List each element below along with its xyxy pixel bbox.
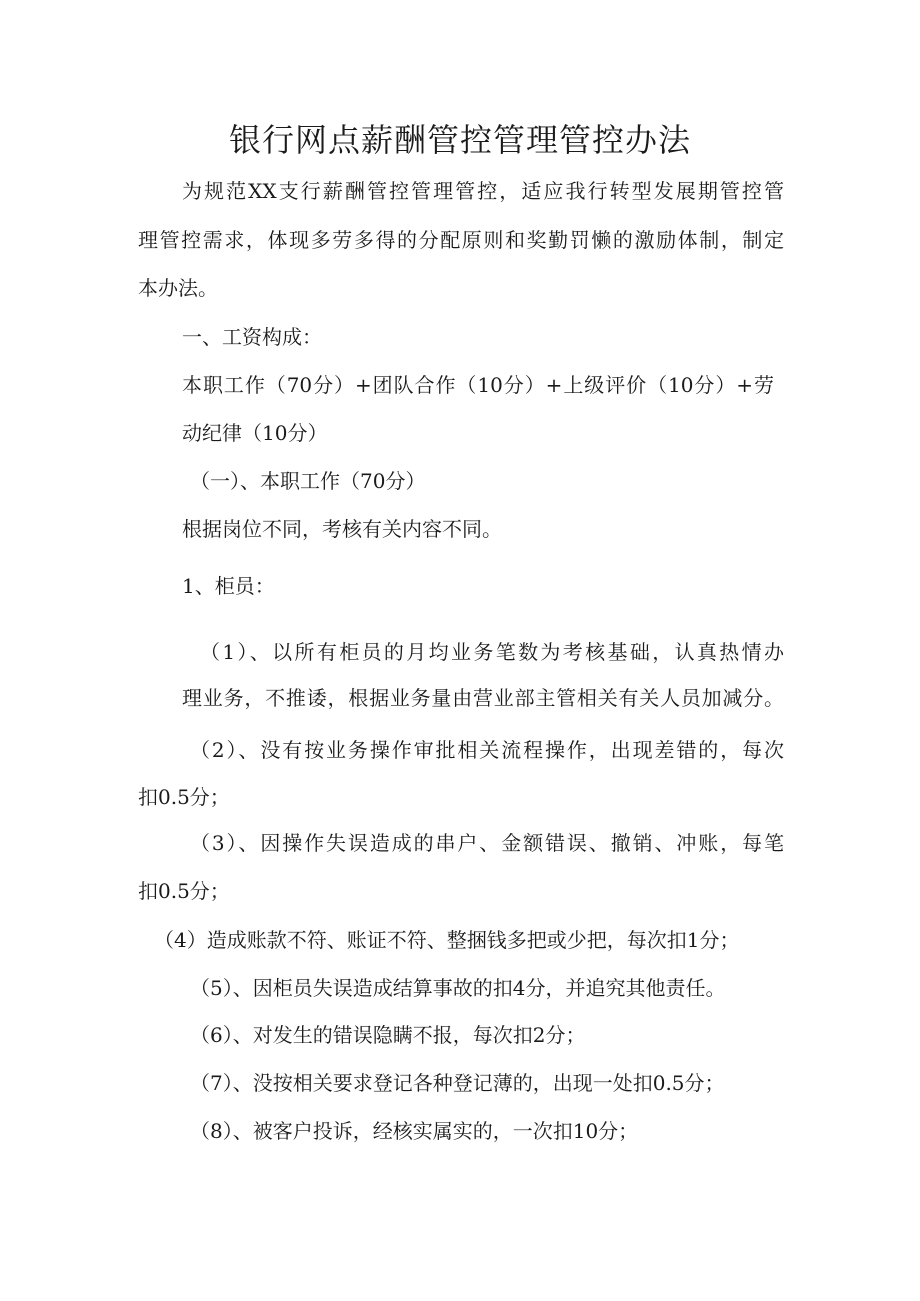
rule-2-line-1: （2）、没有按业务操作审批相关流程操作，出现差错的，每次 [190,738,784,762]
document-title: 银行网点薪酬管控管理管控办法 [228,121,691,159]
intro-line-1: 为规范XX支行薪酬管控管理管控，适应我行转型发展期管控管 [182,179,784,203]
subsection-description: 根据岗位不同，考核有关内容不同。 [182,517,502,541]
intro-line-3: 本办法。 [138,276,218,300]
rule-6: （6）、对发生的错误隐瞒不报，每次扣2分； [190,1023,586,1047]
rule-3-line-2: 扣0.5分； [138,879,230,903]
rule-3-line-1: （3）、因操作失误造成的串户、金额错误、撤销、冲账，每笔 [190,831,784,855]
rule-1-line-2: 理业务，不推诿，根据业务量由营业部主管相关有关人员加减分。 [182,686,784,710]
rule-1-line-1: （1）、以所有柜员的月均业务笔数为考核基础，认真热情办 [200,640,784,664]
subsection-heading-core-work: （一）、本职工作（70分） [190,469,426,493]
rule-8: （8）、被客户投诉，经核实属实的，一次扣10分； [190,1119,639,1143]
section-heading-wage-structure: 一、工资构成： [182,325,322,349]
formula-line-1: 本职工作（70分）+团队合作（10分）+上级评价（10分）+劳 [182,373,774,397]
teller-heading: 1、柜员： [182,574,275,598]
rule-7: （7）、没按相关要求登记各种登记薄的，出现一处扣0.5分； [190,1071,725,1095]
formula-line-2: 动纪律（10分） [182,421,328,445]
intro-line-2: 理管控需求，体现多劳多得的分配原则和奖勤罚懒的激励体制，制定 [138,228,784,252]
rule-2-line-2: 扣0.5分； [138,785,230,809]
rule-4: （4）造成账款不符、账证不符、整捆钱多把或少把，每次扣1分； [154,928,740,952]
rule-5: （5）、因柜员失误造成结算事故的扣4分，并追究其他责任。 [190,976,726,1000]
